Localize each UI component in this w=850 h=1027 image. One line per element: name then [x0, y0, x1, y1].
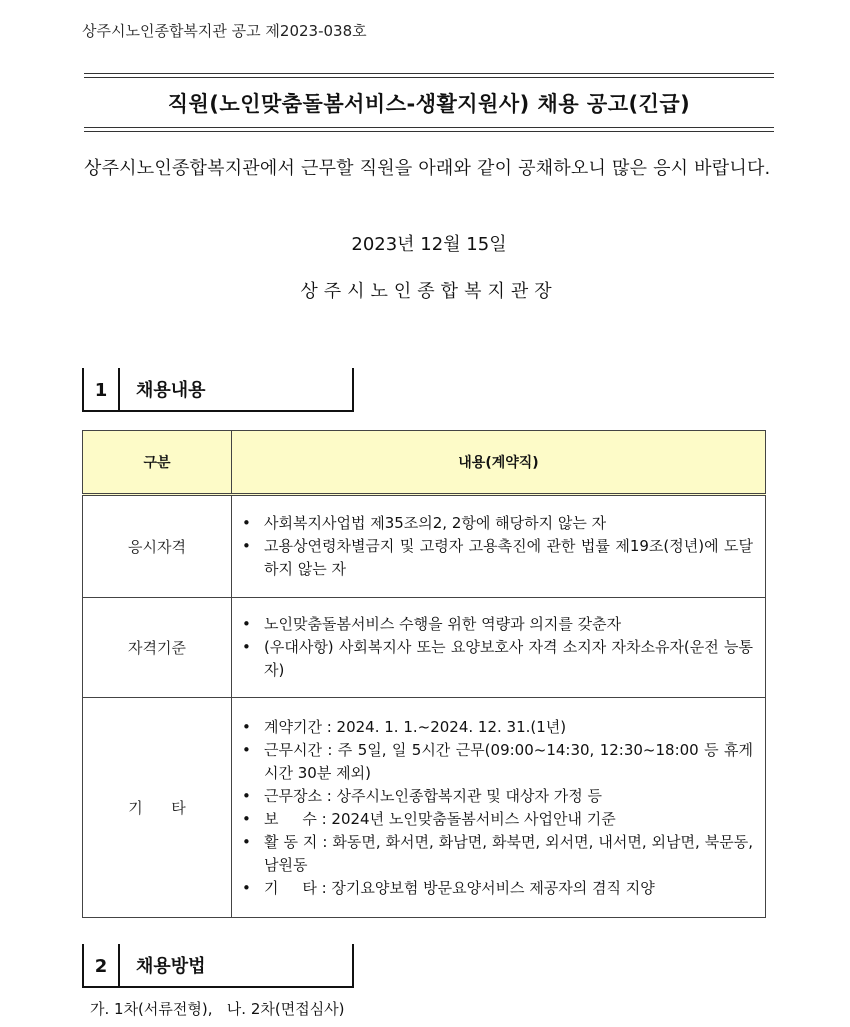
section-1-title: 채용내용: [118, 368, 354, 412]
header-content: 내용(계약직): [232, 431, 766, 495]
row-category: 기 타: [83, 698, 232, 918]
title-rule-bottom: [84, 127, 774, 132]
page-title: 직원(노인맞춤돌봄서비스-생활지원사) 채용 공고(긴급): [167, 92, 691, 116]
issuer-name: 상주시노인종합복지관장: [300, 281, 558, 302]
recruitment-method: 가. 1차(서류전형), 나. 2차(면접심사): [90, 1000, 345, 1018]
section-1-heading: [82, 368, 354, 412]
list-item: • 보 수 : 2024년 노인맞춤돌봄서비스 사업안내 기준: [260, 808, 753, 831]
list-item: • 계약기간 : 2024. 1. 1.~2024. 12. 31.(1년): [260, 716, 753, 739]
row-content: [232, 598, 766, 698]
section-2-heading: [82, 944, 354, 988]
list-item: • 근무시간 : 주 5일, 일 5시간 근무(09:00~14:30, 12:30~18:00 등 휴게시간 30분 제외): [260, 739, 753, 785]
table-row: [83, 698, 766, 918]
row-content: [232, 495, 766, 598]
list-item: • 활 동 지 : 화동면, 화서면, 화남면, 화북면, 외서면, 내서면, 외남면, 북문동, 남원동: [260, 831, 753, 877]
row-category: 응시자격: [83, 495, 232, 598]
table-header-row: [83, 431, 766, 495]
table-row: [83, 495, 766, 598]
list-item: • 사회복지사업법 제35조의2, 2항에 해당하지 않는 자: [260, 512, 753, 535]
list-item: • 근무장소 : 상주시노인종합복지관 및 대상자 가정 등: [260, 785, 753, 808]
list-item: • (우대사항) 사회복지사 또는 요양보호사 자격 소지자 자차소유자(운전 능통자): [260, 636, 753, 682]
section-2-number: 2: [82, 944, 118, 988]
list-item: • 고용상연령차별금지 및 고령자 고용촉진에 관한 법률 제19조(정년)에 도달하지 않는 자: [260, 535, 753, 581]
row-category: 자격기준: [83, 598, 232, 698]
list-item: • 노인맞춤돌봄서비스 수행을 위한 역량과 의지를 갖춘자: [260, 613, 753, 636]
announcement-date: 2023년 12월 15일: [351, 234, 507, 255]
table-row: [83, 598, 766, 698]
section-1-number: 1: [82, 368, 118, 412]
intro-paragraph: 상주시노인종합복지관에서 근무할 직원을 아래와 같이 공채하오니 많은 응시 바랍니다.: [84, 158, 771, 179]
document-number: 상주시노인종합복지관 공고 제2023-038호: [82, 22, 367, 40]
recruitment-table: [82, 430, 766, 918]
list-item: • 기 타 : 장기요양보험 방문요양서비스 제공자의 겸직 지양: [260, 877, 753, 900]
section-2-title: 채용방법: [118, 944, 354, 988]
row-content: [232, 698, 766, 918]
title-rule-top: [84, 73, 774, 78]
header-category: 구분: [83, 431, 232, 495]
